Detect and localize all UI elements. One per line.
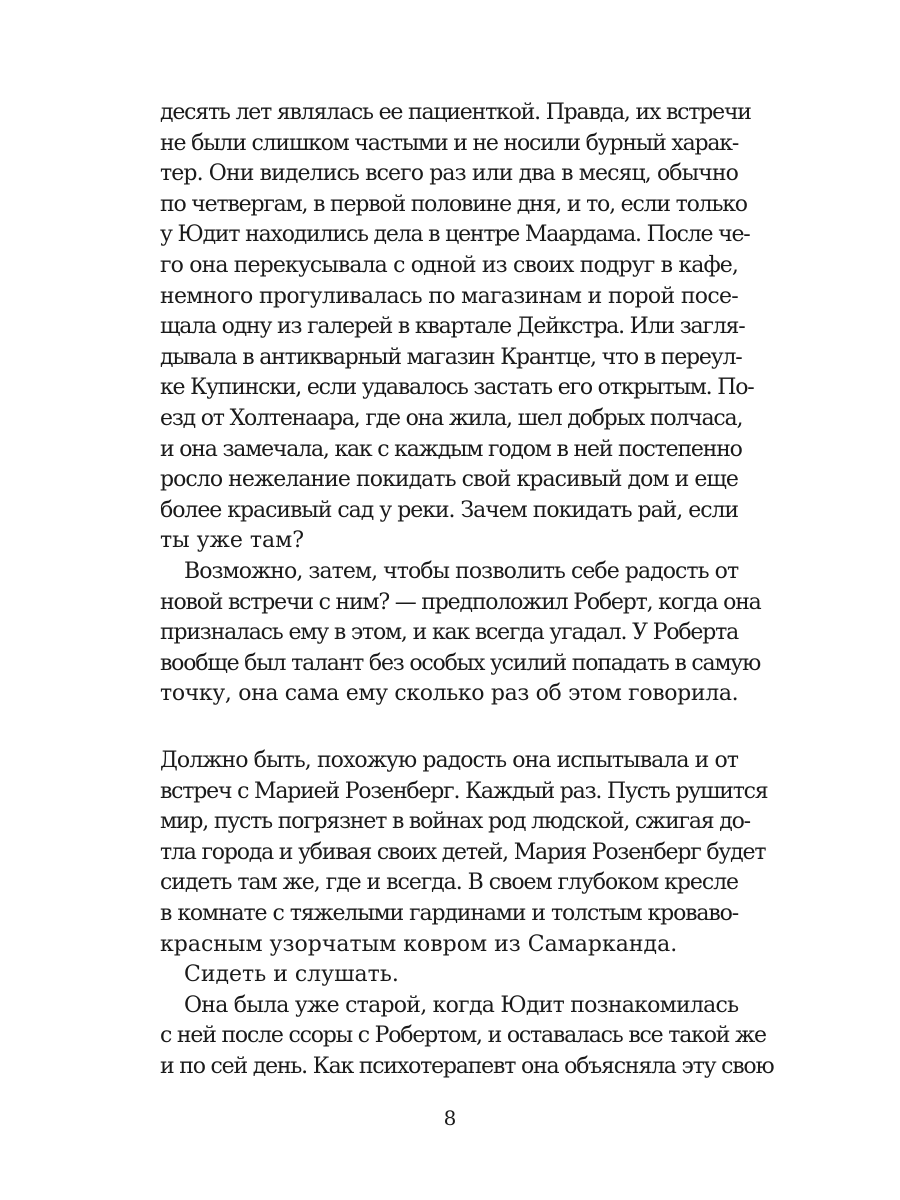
- text-line: сидеть там же, где и всегда. В своем глубоком кресле: [160, 870, 738, 896]
- text-line: призналась ему в этом, и как всегда угадал. У Роберта: [160, 620, 738, 646]
- text-line: с ней после ссоры с Робертом, и оставалась все такой же: [160, 1023, 766, 1049]
- text-line: у Юдит находились дела в центре Маардама. После че-: [160, 222, 750, 248]
- text-line: езд от Холтенаара, где она жила, шел добрых полчаса,: [160, 405, 743, 431]
- text-line: Должно быть, похожую радость она испытывала и от: [160, 748, 738, 773]
- text-line: Она была уже старой, когда Юдит познакомилась: [184, 992, 739, 1018]
- text-line: го она перекусывала с одной из своих подруг в кафе,: [160, 252, 738, 278]
- text-line: красным узорчатым ковром из Самарканда.: [160, 931, 678, 957]
- text-line: росло нежелание покидать свой красивый дом и еще: [160, 467, 738, 493]
- text-line: Сидеть и слушать.: [184, 962, 399, 988]
- page-number: 8: [443, 1106, 457, 1130]
- text-block-2: [160, 746, 774, 1083]
- text-line: ке Купински, если удавалось застать его открытым. По-: [160, 375, 754, 401]
- text-line: щала одну из галерей в квартале Дейкстра. Или загля-: [160, 314, 745, 340]
- text-line: более красивый сад у реки. Зачем покидать рай, если: [160, 497, 738, 523]
- text-line: ты уже там?: [160, 528, 305, 554]
- text-line: десять лет являлась ее пациенткой. Правда, их встречи: [160, 100, 751, 125]
- text-line: и по сей день. Как психотерапевт она объясняла эту свою: [160, 1053, 774, 1079]
- text-line: встреч с Марией Розенберг. Каждый раз. Пусть рушится: [160, 778, 768, 804]
- text-line: немного прогуливалась по магазинам и порой посе-: [160, 283, 738, 309]
- text-line: тер. Они виделись всего раз или два в месяц, обычно: [160, 161, 738, 187]
- text-line: по четвергам, в первой половине дня, и то, если только: [160, 191, 747, 217]
- text-line: в комнате с тяжелыми гардинами и толстым кроваво-: [160, 900, 738, 926]
- text-line: дывала в антикварный магазин Крантце, что в переул-: [160, 344, 742, 370]
- text-line: и она замечала, как с каждым годом в ней постепенно: [160, 436, 742, 462]
- text-line: тла города и убивая своих детей, Мария Розенберг будет: [160, 839, 766, 865]
- text-line: точку, она сама ему сколько раз об этом говорила.: [160, 681, 739, 707]
- text-line: не были слишком частыми и не носили бурный харак-: [160, 130, 739, 156]
- text-line: Возможно, затем, чтобы позволить себе радость от: [184, 558, 739, 584]
- text-line: мир, пусть погрязнет в войнах род людской, сжигая до-: [160, 809, 750, 835]
- text-line: новой встречи с ним? — предположил Роберт, когда она: [160, 589, 761, 615]
- text-line: вообще был талант без особых усилий попадать в самую: [160, 650, 761, 676]
- text-block-1: [160, 98, 761, 710]
